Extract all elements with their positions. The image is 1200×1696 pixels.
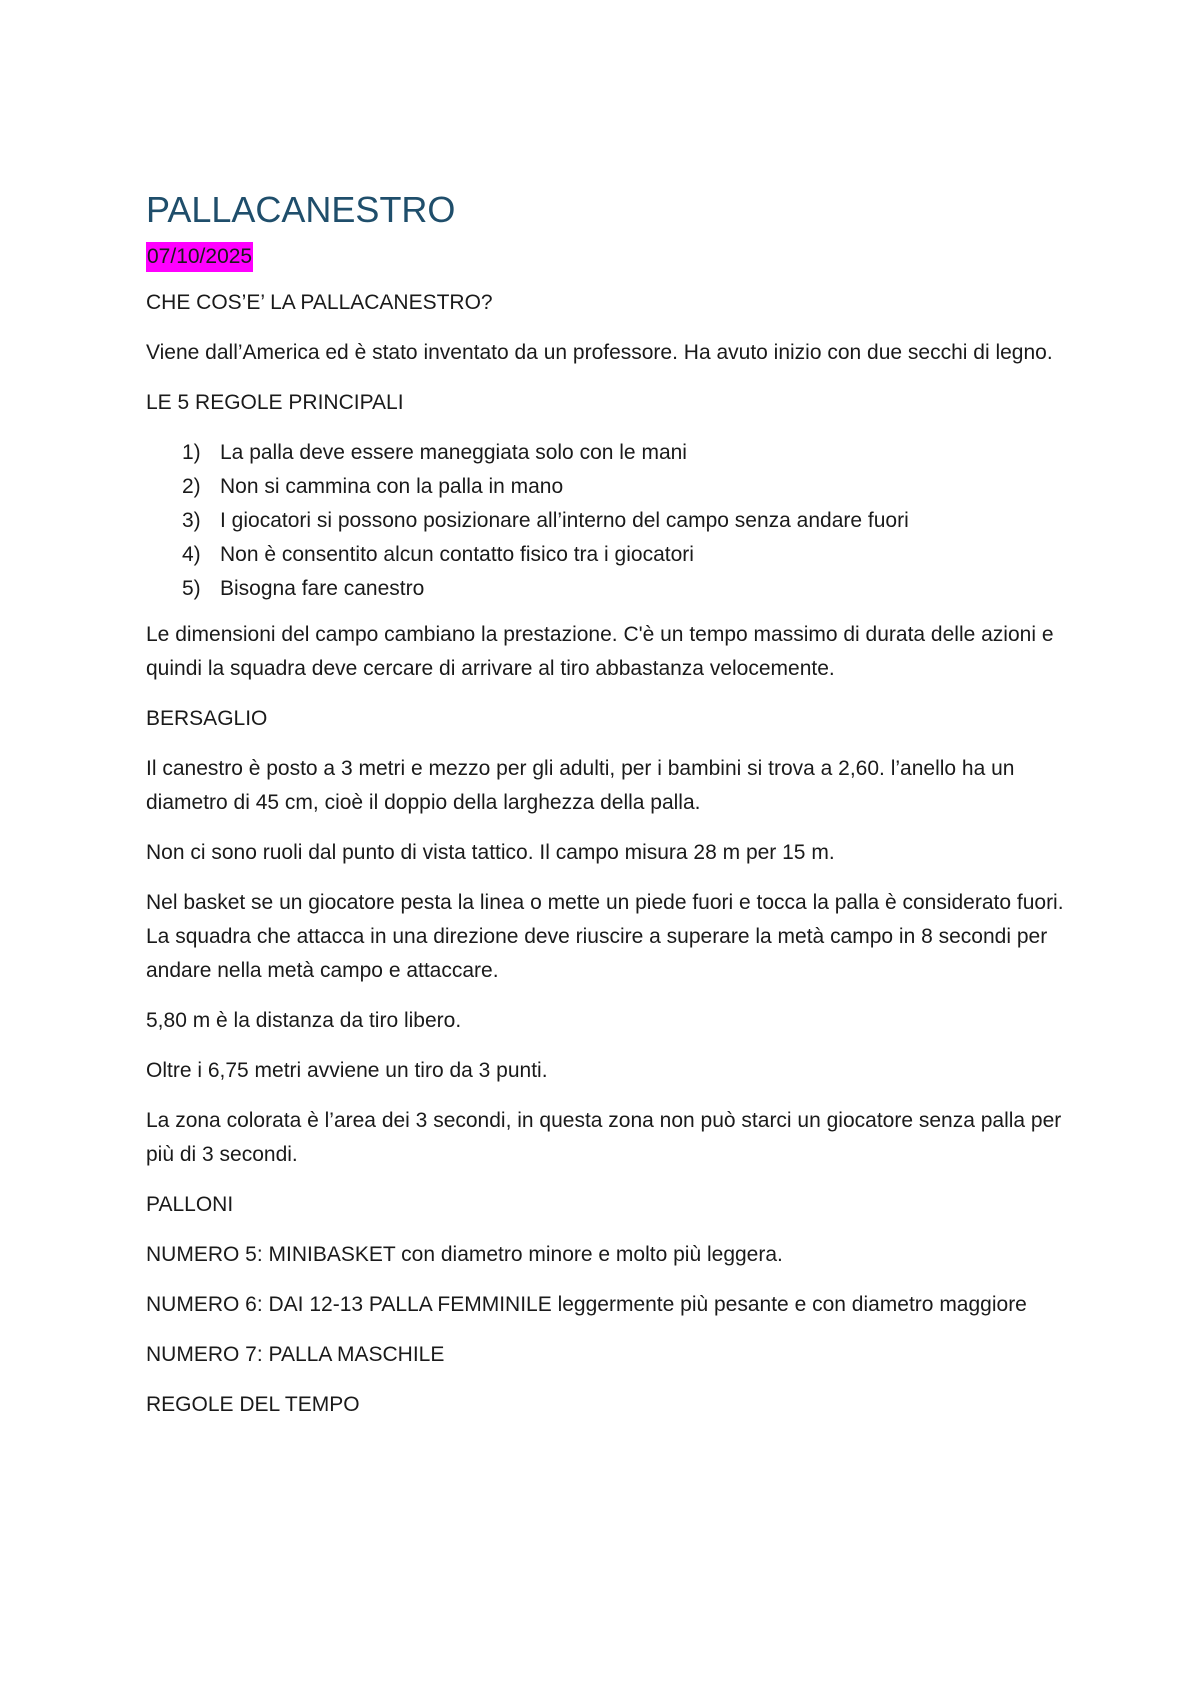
list-number: 3)	[182, 509, 201, 532]
heading-target: BERSAGLIO	[146, 707, 268, 730]
heading-what-is: CHE COS’E’ LA PALLACANESTRO?	[146, 291, 493, 314]
heading-time-rules: REGOLE DEL TEMPO	[146, 1393, 360, 1416]
list-text: La palla deve essere maneggiata solo con le mani	[220, 441, 687, 464]
list-text: Non è consentito alcun contatto fisico tra i giocatori	[220, 543, 694, 566]
heading-balls: PALLONI	[146, 1193, 234, 1216]
paragraph-ball-6: NUMERO 6: DAI 12-13 PALLA FEMMINILE leggermente più pesante e con diametro maggiore	[146, 1293, 1027, 1316]
heading-rules: LE 5 REGOLE PRINCIPALI	[146, 391, 404, 414]
paragraph-out-rule: Nel basket se un giocatore pesta la linea o mette un piede fuori e tocca la palla è considerato fuori. La squadra che attacca in una direzione deve riuscire a superare la metà campo in 8 secondi per andare nella metà campo e attaccare.	[146, 891, 1064, 982]
list-item	[146, 538, 1086, 572]
list-item	[146, 572, 1086, 606]
rules-list	[146, 436, 1086, 606]
document-page	[146, 188, 1086, 1438]
paragraph-free-throw: 5,80 m è la distanza da tiro libero.	[146, 1009, 462, 1032]
paragraph-basket-height: Il canestro è posto a 3 metri e mezzo per gli adulti, per i bambini si trova a 2,60. l’anello ha un diametro di 45 cm, cioè il doppio della larghezza della palla.	[146, 757, 1015, 814]
list-number: 4)	[182, 543, 201, 566]
list-item	[146, 504, 1086, 538]
paragraph-three-point: Oltre i 6,75 metri avviene un tiro da 3 punti.	[146, 1059, 548, 1082]
paragraph-roles: Non ci sono ruoli dal punto di vista tattico. Il campo misura 28 m per 15 m.	[146, 841, 835, 864]
list-item	[146, 436, 1086, 470]
list-text: I giocatori si possono posizionare all’interno del campo senza andare fuori	[220, 509, 909, 532]
date-highlight: 07/10/2025	[146, 242, 253, 272]
list-text: Non si cammina con la palla in mano	[220, 475, 564, 498]
paragraph-ball-5: NUMERO 5: MINIBASKET con diametro minore e molto più leggera.	[146, 1243, 783, 1266]
paragraph-field-dimensions: Le dimensioni del campo cambiano la prestazione. C'è un tempo massimo di durata delle azioni e quindi la squadra deve cercare di arrivare al tiro abbastanza velocemente.	[146, 623, 1054, 680]
document-title: PALLACANESTRO	[146, 189, 456, 230]
paragraph-origin: Viene dall’America ed è stato inventato da un professore. Ha avuto inizio con due secchi di legno.	[146, 341, 1053, 364]
list-item	[146, 470, 1086, 504]
list-number: 1)	[182, 441, 201, 464]
list-text: Bisogna fare canestro	[220, 577, 425, 600]
list-number: 5)	[182, 577, 201, 600]
paragraph-three-seconds: La zona colorata è l’area dei 3 secondi, in questa zona non può starci un giocatore senza palla per più di 3 secondi.	[146, 1109, 1062, 1166]
paragraph-ball-7: NUMERO 7: PALLA MASCHILE	[146, 1343, 445, 1366]
list-number: 2)	[182, 475, 201, 498]
